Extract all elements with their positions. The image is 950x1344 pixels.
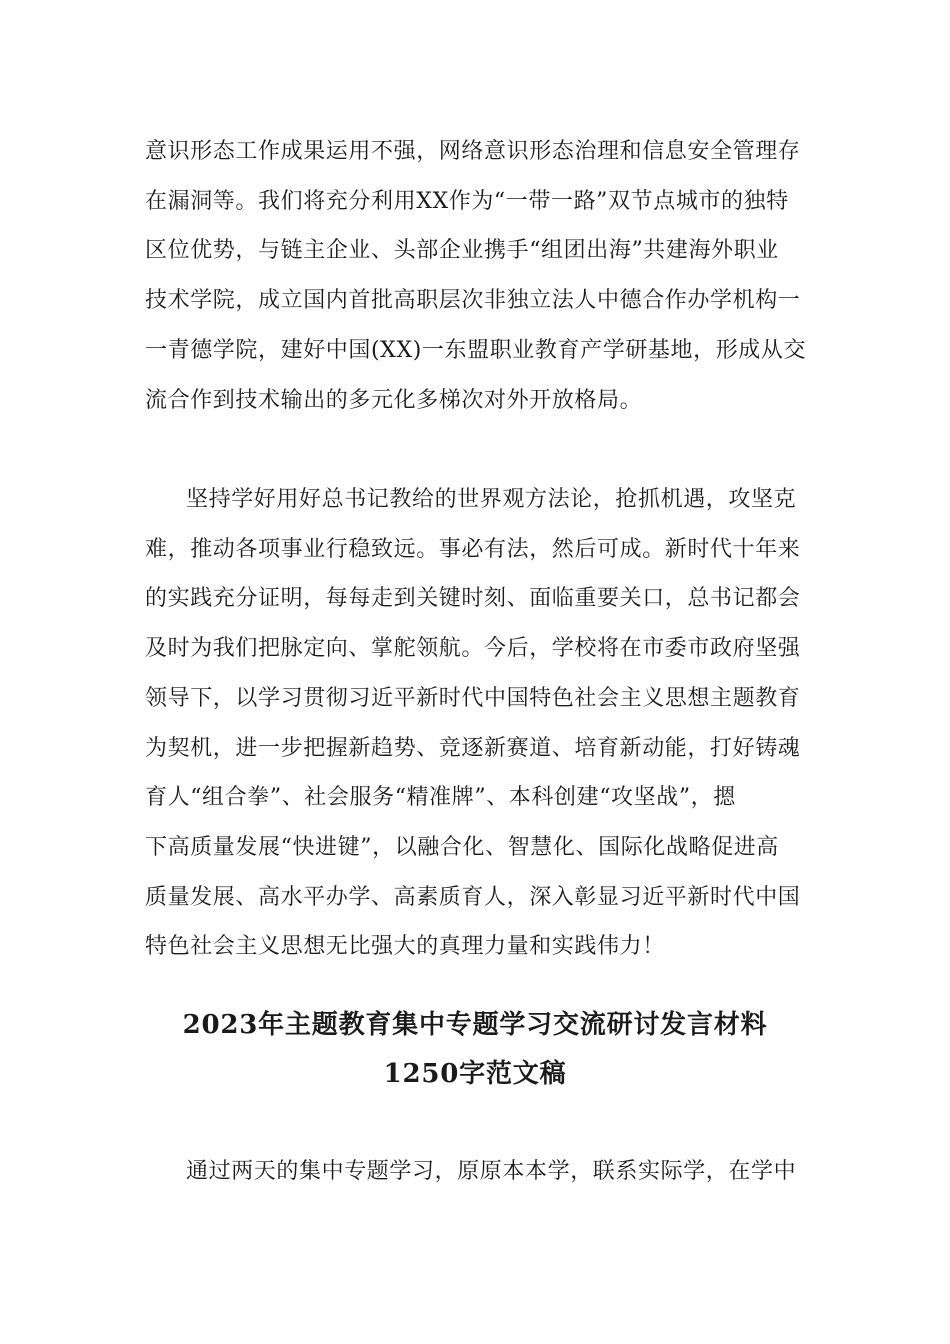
paragraph-line: 为契机，进一步把握新趋势、竞逐新赛道、培育新动能，打好铸魂 [145, 736, 801, 761]
paragraph-line: 质量发展、高水平办学、高素质育人，深入彰显习近平新时代中国 [145, 885, 801, 910]
title-line-2: 1250字范文稿 [383, 1059, 567, 1089]
paragraph-line: 特色社会主义思想无比强大的真理力量和实践伟力！ [145, 934, 665, 959]
paragraph-line: 意识形态工作成果运用不强，网络意识形态治理和信息安全管理存 [145, 139, 801, 164]
paragraph-line: 技术学院，成立国内首批高职层次非独立法人中德合作办学机构一 [145, 288, 801, 313]
paragraph-line: 通过两天的集中专题学习，原原本本学，联系实际学，在学中 [186, 1159, 797, 1184]
paragraph-line: 流合作到技术输出的多元化多梯次对外开放格局。 [145, 388, 643, 413]
paragraph-line: 区位优势，与链主企业、头部企业携手“组团出海”共建海外职业 [145, 238, 779, 263]
paragraph-line: 育人“组合拳”、社会服务“精准牌”、本科创建“攻坚战”，摁 [145, 785, 736, 810]
paragraph-line: 在漏洞等。我们将充分利用XX作为“一带一路”双节点城市的独特 [145, 189, 789, 214]
paragraph-line: 坚持学好用好总书记教给的世界观方法论，抢抓机遇，攻坚克 [186, 487, 797, 512]
paragraph-line: 及时为我们把脉定向、掌舵领航。今后，学校将在市委市政府坚强 [145, 636, 801, 661]
paragraph-line: 领导下，以学习贯彻习近平新时代中国特色社会主义思想主题教育 [145, 686, 801, 711]
paragraph-line: 下高质量发展“快进键”，以融合化、智慧化、国际化战略促进高 [145, 835, 779, 860]
paragraph-line: 的实践充分证明，每每走到关键时刻、面临重要关口，总书记都会 [145, 586, 801, 611]
title-line-1: 2023年主题教育集中专题学习交流研讨发言材料 [182, 1010, 768, 1040]
paragraph-line: 一青德学院，建好中国(XX)一东盟职业教育产学研基地，形成从交 [145, 338, 807, 363]
paragraph-line: 难，推动各项事业行稳致远。事必有法，然后可成。新时代十年来 [145, 537, 801, 562]
